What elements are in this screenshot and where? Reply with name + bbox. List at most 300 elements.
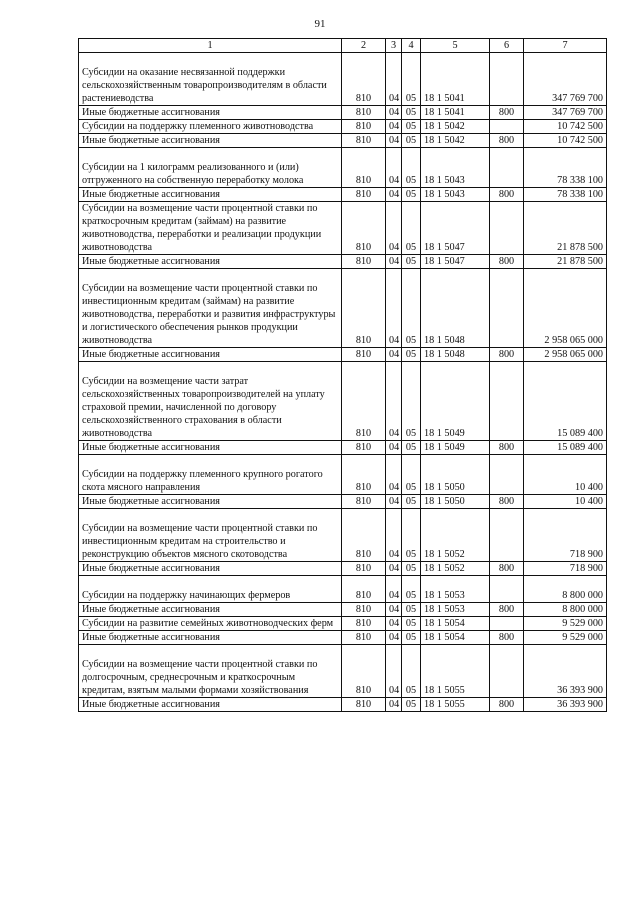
cell-name-text: Субсидии на возмещение части процентной ставки по долгосрочным, среднесрочным и краткосрочным кредитам, взятым малыми формами хозяйствования (82, 659, 318, 696)
cell-target-article (421, 53, 490, 106)
cell-grbs-text: 810 (355, 590, 372, 601)
column-header-7: 7 (524, 39, 607, 53)
cell-target-article (421, 509, 490, 562)
cell-name (79, 255, 342, 269)
cell-expense-type-text: 800 (498, 699, 515, 710)
cell-section-text: 04 (389, 349, 400, 360)
cell-expense-type-text: 800 (498, 632, 515, 643)
cell-subsection (402, 631, 421, 645)
cell-subsection-text: 05 (405, 93, 417, 104)
cell-expense-type-text: 800 (498, 349, 515, 360)
cell-grbs (342, 495, 386, 509)
cell-grbs-text: 810 (355, 107, 372, 118)
cell-expense-type (490, 603, 524, 617)
cell-name (79, 617, 342, 631)
cell-grbs-text: 810 (355, 121, 372, 132)
table-row-subsidy (79, 362, 607, 441)
cell-target-article (421, 645, 490, 698)
cell-subsection (402, 148, 421, 188)
cell-amount (524, 106, 607, 120)
cell-amount (524, 509, 607, 562)
cell-amount-text: 9 529 000 (562, 618, 603, 629)
cell-grbs (342, 441, 386, 455)
table-row-allocation (79, 255, 607, 269)
cell-target-article-text: 18 1 5050 (424, 482, 465, 493)
cell-amount-text: 78 338 100 (557, 175, 603, 186)
cell-grbs (342, 120, 386, 134)
cell-name-text: Субсидии на возмещение части процентной ставки по инвестиционным кредитам (займам) на развитие животноводства, переработки и развития инфраструктуры и логистического обеспечения рынков продукции животноводства (82, 283, 336, 346)
cell-target-article (421, 148, 490, 188)
cell-grbs-text: 810 (355, 335, 372, 346)
cell-grbs (342, 53, 386, 106)
cell-target-article-text: 18 1 5048 (424, 335, 465, 346)
cell-expense-type (490, 495, 524, 509)
cell-section-text: 04 (389, 549, 400, 560)
cell-name-text: Иные бюджетные ассигнования (82, 496, 220, 507)
cell-subsection-text: 05 (405, 685, 417, 696)
cell-section (386, 269, 402, 348)
cell-section (386, 698, 402, 712)
cell-name-text: Субсидии на поддержку племенного крупного рогатого скота мясного направления (82, 469, 323, 493)
cell-expense-type-text: 800 (498, 135, 515, 146)
cell-amount (524, 455, 607, 495)
cell-expense-type (490, 617, 524, 631)
cell-section (386, 188, 402, 202)
cell-grbs-text: 810 (355, 685, 372, 696)
cell-grbs-text: 810 (355, 256, 372, 267)
cell-name-text: Субсидии на возмещение части затрат сельскохозяйственных товаропроизводителей на уплату страховой премии, начисленной по договору сельскохозяйственного страхования в области животноводства (82, 376, 325, 439)
table-row-allocation (79, 348, 607, 362)
cell-section (386, 645, 402, 698)
cell-grbs (342, 148, 386, 188)
cell-target-article (421, 698, 490, 712)
cell-section-text: 04 (389, 107, 400, 118)
cell-target-article-text: 18 1 5043 (424, 175, 465, 186)
cell-subsection-text: 05 (405, 107, 417, 118)
table-row-allocation (79, 603, 607, 617)
cell-section (386, 202, 402, 255)
cell-name (79, 188, 342, 202)
cell-grbs (342, 562, 386, 576)
cell-target-article-text: 18 1 5054 (424, 632, 465, 643)
cell-subsection-text: 05 (405, 349, 417, 360)
cell-section (386, 134, 402, 148)
cell-grbs-text: 810 (355, 175, 372, 186)
table-row-allocation (79, 441, 607, 455)
cell-name (79, 120, 342, 134)
cell-amount (524, 53, 607, 106)
cell-name (79, 441, 342, 455)
cell-subsection (402, 562, 421, 576)
cell-section-text: 04 (389, 189, 400, 200)
cell-subsection-text: 05 (405, 442, 417, 453)
cell-subsection-text: 05 (405, 549, 417, 560)
cell-name (79, 509, 342, 562)
cell-name-text: Иные бюджетные ассигнования (82, 563, 220, 574)
cell-expense-type-text: 800 (498, 496, 515, 507)
cell-name (79, 202, 342, 255)
cell-grbs (342, 188, 386, 202)
cell-name-text: Иные бюджетные ассигнования (82, 442, 220, 453)
cell-expense-type (490, 120, 524, 134)
cell-target-article-text: 18 1 5053 (424, 590, 465, 601)
cell-expense-type (490, 441, 524, 455)
cell-name (79, 631, 342, 645)
cell-section (386, 617, 402, 631)
table-row-subsidy (79, 53, 607, 106)
cell-amount-text: 718 900 (569, 563, 603, 574)
cell-name-text: Субсидии на возмещение части процентной ставки по краткосрочным кредитам (займам) на развитие животноводства, переработки и реализации продукции животноводства (82, 203, 322, 253)
cell-subsection-text: 05 (405, 496, 417, 507)
cell-expense-type (490, 509, 524, 562)
cell-subsection-text: 05 (405, 242, 417, 253)
cell-target-article-text: 18 1 5050 (424, 496, 465, 507)
cell-amount (524, 362, 607, 441)
cell-name-text: Субсидии на поддержку племенного животноводства (82, 121, 314, 132)
cell-amount (524, 645, 607, 698)
cell-expense-type (490, 455, 524, 495)
cell-target-article (421, 202, 490, 255)
cell-section-text: 04 (389, 496, 400, 507)
cell-name-text: Субсидии на 1 килограмм реализованного и (или) отгруженного на собственную переработку молока (82, 162, 304, 186)
table-body (79, 53, 607, 712)
cell-grbs-text: 810 (355, 349, 372, 360)
cell-subsection (402, 455, 421, 495)
cell-amount (524, 698, 607, 712)
cell-name-text: Иные бюджетные ассигнования (82, 699, 220, 710)
cell-grbs-text: 810 (355, 496, 372, 507)
cell-amount (524, 495, 607, 509)
cell-section-text: 04 (389, 590, 400, 601)
cell-amount-text: 2 958 065 000 (544, 349, 603, 360)
cell-expense-type (490, 255, 524, 269)
column-header-5: 5 (421, 39, 490, 53)
cell-name (79, 495, 342, 509)
cell-name-text: Иные бюджетные ассигнования (82, 604, 220, 615)
table-row-subsidy (79, 455, 607, 495)
header-row (79, 39, 607, 53)
cell-target-article-text: 18 1 5049 (424, 442, 465, 453)
cell-section-text: 04 (389, 256, 400, 267)
cell-name (79, 645, 342, 698)
cell-target-article-text: 18 1 5043 (424, 189, 465, 200)
cell-grbs-text: 810 (355, 604, 372, 615)
cell-name (79, 269, 342, 348)
cell-target-article (421, 348, 490, 362)
cell-grbs (342, 106, 386, 120)
cell-target-article-text: 18 1 5042 (424, 121, 465, 132)
cell-section-text: 04 (389, 685, 400, 696)
cell-name (79, 603, 342, 617)
cell-grbs (342, 255, 386, 269)
cell-grbs (342, 576, 386, 603)
cell-subsection-text: 05 (405, 256, 417, 267)
cell-amount (524, 134, 607, 148)
cell-amount-text: 347 769 700 (552, 107, 603, 118)
cell-subsection (402, 509, 421, 562)
cell-expense-type (490, 148, 524, 188)
cell-name-text: Субсидии на возмещение части процентной ставки по инвестиционным кредитам на строительство и реконструкцию объектов мясного скотоводства (82, 523, 318, 560)
cell-subsection-text: 05 (405, 604, 417, 615)
cell-amount-text: 2 958 065 000 (544, 335, 603, 346)
table-row-allocation (79, 495, 607, 509)
cell-section (386, 148, 402, 188)
cell-target-article-text: 18 1 5054 (424, 618, 465, 629)
cell-section-text: 04 (389, 335, 400, 346)
cell-grbs-text: 810 (355, 135, 372, 146)
table-row-subsidy (79, 576, 607, 603)
cell-expense-type (490, 106, 524, 120)
cell-target-article-text: 18 1 5049 (424, 428, 465, 439)
cell-name (79, 562, 342, 576)
cell-subsection-text: 05 (405, 618, 417, 629)
cell-subsection-text: 05 (405, 175, 417, 186)
cell-amount-text: 10 742 500 (557, 121, 603, 132)
cell-target-article-text: 18 1 5052 (424, 549, 465, 560)
cell-target-article (421, 631, 490, 645)
cell-amount (524, 576, 607, 603)
cell-grbs (342, 455, 386, 495)
cell-grbs (342, 269, 386, 348)
cell-subsection (402, 495, 421, 509)
cell-amount-text: 36 393 900 (557, 685, 603, 696)
table-row-subsidy (79, 509, 607, 562)
column-header-4: 4 (402, 39, 421, 53)
cell-name-text: Субсидии на развитие семейных животноводческих ферм (82, 618, 334, 629)
cell-target-article (421, 576, 490, 603)
cell-section (386, 106, 402, 120)
cell-grbs-text: 810 (355, 442, 372, 453)
cell-section-text: 04 (389, 618, 400, 629)
table-row-allocation (79, 631, 607, 645)
cell-amount (524, 188, 607, 202)
cell-grbs (342, 603, 386, 617)
cell-name-text: Иные бюджетные ассигнования (82, 256, 220, 267)
cell-amount-text: 21 878 500 (557, 242, 603, 253)
cell-grbs-text: 810 (355, 632, 372, 643)
cell-amount-text: 10 400 (574, 496, 603, 507)
table-header (79, 39, 607, 53)
cell-subsection-text: 05 (405, 563, 417, 574)
cell-section-text: 04 (389, 428, 400, 439)
cell-subsection (402, 269, 421, 348)
cell-expense-type (490, 348, 524, 362)
cell-expense-type (490, 645, 524, 698)
cell-subsection (402, 441, 421, 455)
cell-amount-text: 15 089 400 (557, 442, 603, 453)
cell-subsection-text: 05 (405, 699, 417, 710)
cell-target-article-text: 18 1 5055 (424, 685, 465, 696)
cell-name (79, 698, 342, 712)
cell-subsection-text: 05 (405, 632, 417, 643)
cell-section (386, 255, 402, 269)
cell-target-article-text: 18 1 5042 (424, 135, 465, 146)
cell-subsection (402, 134, 421, 148)
cell-name (79, 148, 342, 188)
cell-section-text: 04 (389, 699, 400, 710)
table-row-allocation (79, 134, 607, 148)
cell-expense-type-text: 800 (498, 604, 515, 615)
cell-amount (524, 148, 607, 188)
cell-target-article-text: 18 1 5052 (424, 563, 465, 574)
cell-subsection (402, 202, 421, 255)
cell-section-text: 04 (389, 93, 400, 104)
cell-section-text: 04 (389, 175, 400, 186)
cell-name (79, 134, 342, 148)
cell-grbs-text: 810 (355, 482, 372, 493)
cell-subsection (402, 617, 421, 631)
table-row-subsidy (79, 645, 607, 698)
cell-amount-text: 9 529 000 (562, 632, 603, 643)
cell-grbs-text: 810 (355, 699, 372, 710)
cell-amount-text: 36 393 900 (557, 699, 603, 710)
cell-target-article (421, 134, 490, 148)
cell-subsection-text: 05 (405, 590, 417, 601)
cell-subsection (402, 576, 421, 603)
cell-section (386, 348, 402, 362)
cell-section-text: 04 (389, 442, 400, 453)
cell-target-article-text: 18 1 5041 (424, 93, 465, 104)
cell-grbs-text: 810 (355, 242, 372, 253)
cell-section (386, 120, 402, 134)
cell-subsection-text: 05 (405, 482, 417, 493)
cell-amount (524, 617, 607, 631)
cell-amount-text: 21 878 500 (557, 256, 603, 267)
cell-grbs-text: 810 (355, 428, 372, 439)
cell-grbs-text: 810 (355, 189, 372, 200)
cell-name (79, 455, 342, 495)
cell-section (386, 631, 402, 645)
cell-target-article-text: 18 1 5041 (424, 107, 465, 118)
cell-name (79, 53, 342, 106)
table-row-subsidy (79, 148, 607, 188)
cell-amount (524, 255, 607, 269)
cell-name-text: Иные бюджетные ассигнования (82, 189, 220, 200)
cell-name (79, 362, 342, 441)
cell-amount (524, 348, 607, 362)
cell-grbs-text: 810 (355, 618, 372, 629)
cell-grbs-text: 810 (355, 563, 372, 574)
column-header-6: 6 (490, 39, 524, 53)
cell-amount-text: 8 800 000 (562, 604, 603, 615)
cell-target-article (421, 106, 490, 120)
cell-name-text: Иные бюджетные ассигнования (82, 135, 220, 146)
cell-subsection-text: 05 (405, 135, 417, 146)
cell-expense-type (490, 576, 524, 603)
budget-table (78, 38, 607, 712)
cell-section-text: 04 (389, 563, 400, 574)
cell-subsection (402, 188, 421, 202)
cell-target-article-text: 18 1 5047 (424, 256, 465, 267)
cell-subsection (402, 120, 421, 134)
cell-expense-type (490, 53, 524, 106)
cell-expense-type-text: 800 (498, 107, 515, 118)
table-row-allocation (79, 188, 607, 202)
column-header-1: 1 (79, 39, 342, 53)
cell-grbs (342, 631, 386, 645)
cell-amount (524, 603, 607, 617)
cell-target-article (421, 495, 490, 509)
column-header-3: 3 (386, 39, 402, 53)
column-header-2: 2 (342, 39, 386, 53)
cell-section (386, 562, 402, 576)
cell-name-text: Иные бюджетные ассигнования (82, 107, 220, 118)
cell-expense-type (490, 188, 524, 202)
cell-subsection (402, 698, 421, 712)
cell-amount-text: 10 742 500 (557, 135, 603, 146)
cell-subsection (402, 645, 421, 698)
cell-name-text: Иные бюджетные ассигнования (82, 349, 220, 360)
cell-expense-type (490, 202, 524, 255)
cell-name-text: Субсидии на поддержку начинающих фермеров (82, 590, 291, 601)
cell-expense-type (490, 362, 524, 441)
cell-grbs (342, 617, 386, 631)
cell-expense-type (490, 269, 524, 348)
cell-amount-text: 347 769 700 (552, 93, 603, 104)
table-row-subsidy (79, 202, 607, 255)
cell-amount (524, 120, 607, 134)
cell-amount-text: 10 400 (574, 482, 603, 493)
cell-name-text: Иные бюджетные ассигнования (82, 632, 220, 643)
cell-subsection (402, 362, 421, 441)
cell-target-article (421, 617, 490, 631)
cell-amount (524, 562, 607, 576)
cell-grbs (342, 348, 386, 362)
cell-expense-type (490, 631, 524, 645)
cell-section (386, 603, 402, 617)
cell-grbs (342, 362, 386, 441)
cell-target-article-text: 18 1 5048 (424, 349, 465, 360)
cell-section-text: 04 (389, 632, 400, 643)
cell-target-article (421, 269, 490, 348)
cell-expense-type-text: 800 (498, 256, 515, 267)
cell-subsection (402, 603, 421, 617)
cell-section (386, 53, 402, 106)
cell-grbs-text: 810 (355, 549, 372, 560)
cell-expense-type-text: 800 (498, 189, 515, 200)
cell-grbs (342, 509, 386, 562)
cell-target-article (421, 362, 490, 441)
cell-section-text: 04 (389, 121, 400, 132)
cell-target-article (421, 455, 490, 495)
cell-name (79, 106, 342, 120)
cell-grbs (342, 645, 386, 698)
cell-target-article-text: 18 1 5055 (424, 699, 465, 710)
table-row-subsidy (79, 269, 607, 348)
cell-name (79, 348, 342, 362)
cell-expense-type (490, 134, 524, 148)
cell-subsection-text: 05 (405, 428, 417, 439)
cell-amount-text: 718 900 (569, 549, 603, 560)
cell-section-text: 04 (389, 242, 400, 253)
cell-amount (524, 202, 607, 255)
cell-amount (524, 441, 607, 455)
cell-subsection (402, 53, 421, 106)
cell-subsection-text: 05 (405, 335, 417, 346)
table-row-subsidy (79, 617, 607, 631)
cell-expense-type-text: 800 (498, 442, 515, 453)
cell-section (386, 455, 402, 495)
page-number: 91 (314, 18, 326, 30)
cell-section-text: 04 (389, 604, 400, 615)
cell-target-article (421, 441, 490, 455)
cell-amount-text: 15 089 400 (557, 428, 603, 439)
cell-section (386, 509, 402, 562)
cell-grbs (342, 134, 386, 148)
cell-expense-type (490, 698, 524, 712)
cell-section (386, 362, 402, 441)
table-row-allocation (79, 698, 607, 712)
